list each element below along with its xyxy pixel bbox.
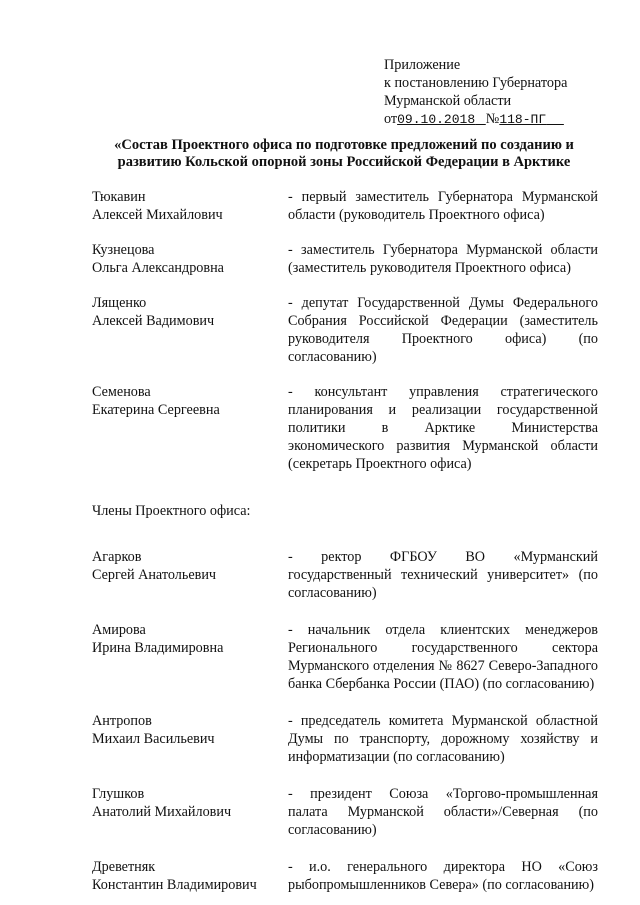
person-surname: Древетняк: [92, 859, 156, 875]
person-role: - ректор ФГБОУ ВО «Мурманский государственный технический университет» (по согласованию): [288, 549, 598, 601]
person-given-names: Михаил Васильевич: [92, 731, 215, 747]
person-given-names: Константин Владимирович: [92, 877, 257, 893]
leader-entry: [92, 188, 600, 224]
appendix-block: [384, 56, 624, 129]
person-name: [92, 188, 288, 224]
person-surname: Тюкавин: [92, 189, 146, 205]
appendix-date-line: [384, 110, 624, 129]
member-entry: [92, 621, 600, 693]
person-role: - начальник отдела клиентских менеджеров Регионального государственного сектора Мурманского отделения № 8627 Северо-Западного банка Сбербанка России (ПАО) (по согласованию): [288, 622, 598, 692]
member-entry: [92, 858, 600, 894]
person-name: [92, 294, 288, 366]
appendix-ot: от: [384, 111, 398, 127]
appendix-number: 118-ПГ: [499, 112, 547, 127]
person-surname: Агарков: [92, 549, 142, 565]
person-role: - первый заместитель Губернатора Мурманской области (руководитель Проектного офиса): [288, 189, 598, 223]
person-name: [92, 548, 288, 602]
member-entry: [92, 785, 600, 839]
person-role: - президент Союза «Торгово-промышленная палата Мурманской области»/Северная (по согласованию): [288, 786, 598, 838]
person-given-names: Алексей Вадимович: [92, 313, 215, 329]
leader-entry: [92, 383, 600, 473]
person-role: - и.о. генерального директора НО «Союз рыбопромышленников Севера» (по согласованию): [288, 859, 598, 893]
person-given-names: Екатерина Сергеевна: [92, 402, 220, 418]
person-name: [92, 241, 288, 277]
person-role: - председатель комитета Мурманской областной Думы по транспорту, дорожному хозяйству и информатизации (по согласованию): [288, 713, 598, 765]
members-heading: Члены Проектного офиса:: [92, 503, 251, 519]
person-surname: Семенова: [92, 384, 151, 400]
person-given-names: Ольга Александровна: [92, 260, 224, 276]
person-surname: Амирова: [92, 622, 146, 638]
person-given-names: Анатолий Михайлович: [92, 804, 232, 820]
person-role: - депутат Государственной Думы Федерального Собрания Российской Федерации (заместитель руководителя Проектного офиса) (по согласованию): [288, 295, 598, 365]
document-title-line-2: развитию Кольской опорной зоны Российской Федерации в Арктике: [117, 154, 571, 170]
person-given-names: Ирина Владимировна: [92, 640, 224, 656]
appendix-line-3: Мурманской области: [384, 93, 512, 109]
person-name: [92, 785, 288, 839]
member-entry: [92, 548, 600, 602]
person-given-names: Алексей Михайлович: [92, 207, 223, 223]
appendix-line-1: Приложение: [384, 57, 461, 73]
person-surname: Лященко: [92, 295, 147, 311]
appendix-number-label: №: [485, 111, 500, 127]
person-role: - консультант управления стратегического планирования и реализации государственной политики в Арктике Министерства экономического развития Мурманской области (секретарь Проектного офиса): [288, 384, 598, 472]
person-name: [92, 712, 288, 766]
person-surname: Глушков: [92, 786, 145, 802]
appendix-date: 09.10.2018: [397, 112, 476, 127]
appendix-line-2: к постановлению Губернатора: [384, 75, 568, 91]
person-surname: Кузнецова: [92, 242, 155, 258]
leader-entry: [92, 294, 600, 366]
leader-entry: [92, 241, 600, 277]
person-name: [92, 621, 288, 693]
person-name: [92, 858, 288, 894]
member-entry: [92, 712, 600, 766]
document-title: [84, 137, 604, 171]
document-title-line-1: «Состав Проектного офиса по подготовке предложений по созданию и: [114, 137, 574, 153]
person-name: [92, 383, 288, 473]
person-surname: Антропов: [92, 713, 152, 729]
person-role: - заместитель Губернатора Мурманской области (заместитель руководителя Проектного офиса): [288, 242, 598, 276]
composition-list: [92, 188, 600, 894]
person-given-names: Сергей Анатольевич: [92, 567, 217, 583]
